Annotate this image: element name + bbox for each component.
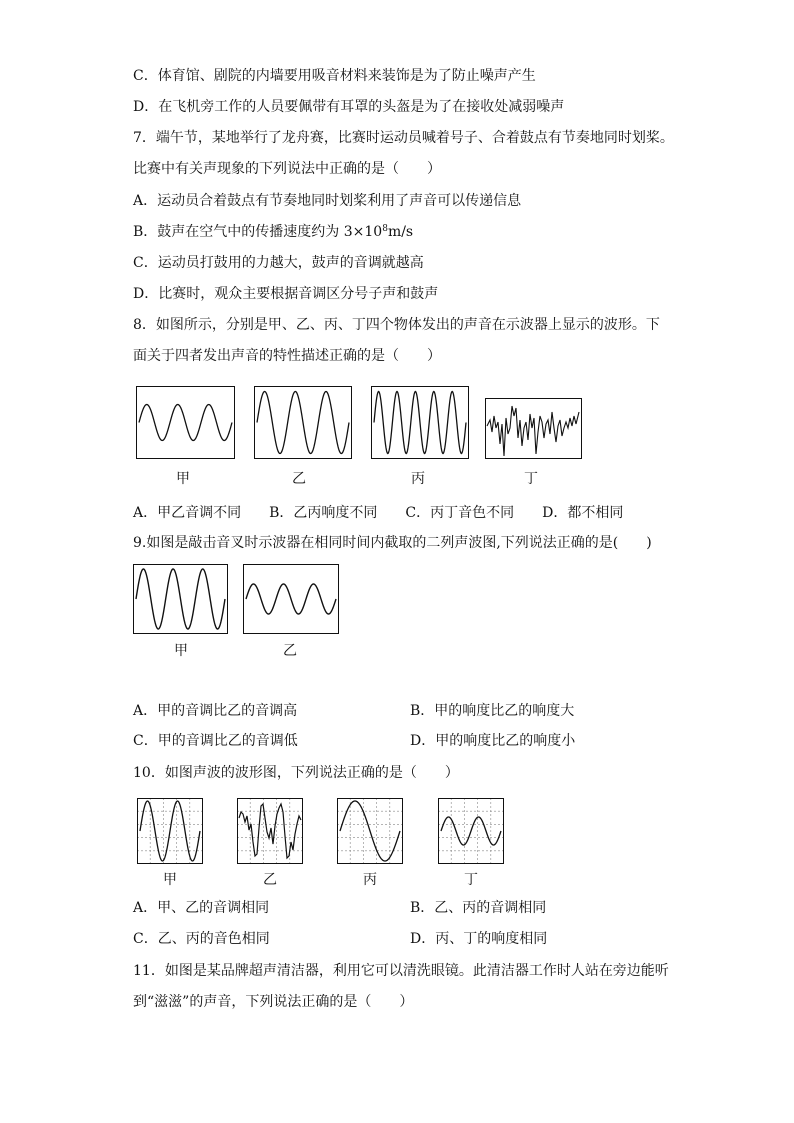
option-c-prev: C．体育馆、剧院的内墙要用吸音材料来装饰是为了防止噪声产生 (133, 68, 536, 84)
q8-label-yi: 乙 (292, 471, 306, 487)
q11-stem-line1: 11．如图是某品牌超声清洁器，利用它可以清洗眼镜。此清洁器工作时人站在旁边能听 (133, 963, 669, 979)
q8-figure-yi (254, 386, 352, 459)
q10-option-b: B．乙、丙的音调相同 (410, 900, 547, 916)
q9-stem: 9.如图是敲击音叉时示波器在相同时间内截取的二列声波图,下列说法正确的是( ) (133, 535, 652, 551)
q8-stem-line1: 8．如图所示，分别是甲、乙、丙、丁四个物体发出的声音在示波器上显示的波形。下 (133, 317, 660, 333)
q8-figure-jia (136, 386, 235, 459)
q7-option-b-exponent: 8 (382, 224, 388, 234)
q7-stem-line1: 7．端午节，某地举行了龙舟赛，比赛时运动员喊着号子、合着鼓点有节奏地同时划桨。 (133, 130, 674, 146)
q9-figure-yi (243, 564, 339, 634)
q8-label-bing: 丙 (411, 471, 425, 487)
q10-stem: 10．如图声波的波形图，下列说法正确的是（ ） (133, 765, 459, 781)
q11-stem-line2: 到“滋滋”的声音，下列说法正确的是（ ） (133, 994, 414, 1010)
q9-label-yi: 乙 (283, 643, 297, 659)
option-d-prev: D．在飞机旁工作的人员要佩带有耳罩的头盔是为了在接收处减弱噪声 (133, 99, 565, 115)
q10-figure-yi (237, 798, 303, 864)
q9-option-a: A．甲的音调比乙的音调高 (133, 703, 298, 719)
q8-label-ding: 丁 (524, 471, 538, 487)
q9-option-b: B．甲的响度比乙的响度大 (410, 703, 575, 719)
q9-option-c: C．甲的音调比乙的音调低 (133, 733, 298, 749)
q10-label-jia: 甲 (163, 872, 177, 888)
q7-option-b (133, 222, 413, 242)
q8-figure-bing (371, 386, 469, 459)
q7-option-a: A．运动员合着鼓点有节奏地同时划桨利用了声音可以传递信息 (133, 193, 522, 209)
q9-option-d: D．甲的响度比乙的响度小 (410, 733, 576, 749)
q8-label-jia: 甲 (176, 471, 190, 487)
q10-figure-jia (137, 798, 203, 864)
q10-figure-ding (438, 798, 504, 864)
q10-option-a: A．甲、乙的音调相同 (133, 900, 270, 916)
q10-label-yi: 乙 (263, 872, 277, 888)
q10-label-ding: 丁 (464, 872, 478, 888)
q10-figure-bing (337, 798, 403, 864)
q10-label-bing: 丙 (363, 872, 377, 888)
q8-options: A．甲乙音调不同 B．乙丙响度不同 C．丙丁音色不同 D．都不相同 (133, 505, 624, 521)
q7-option-b-text: B．鼓声在空气中的传播速度约为 3×10 (133, 224, 383, 240)
q10-option-c: C．乙、丙的音色相同 (133, 931, 270, 947)
q8-figure-ding (485, 398, 582, 459)
q7-option-c: C．运动员打鼓用的力越大，鼓声的音调就越高 (133, 255, 424, 271)
q8-stem-line2: 面关于四者发出声音的特性描述正确的是（ ） (133, 348, 441, 364)
q7-option-d: D．比赛时，观众主要根据音调区分号子声和鼓声 (133, 286, 439, 302)
q9-label-jia: 甲 (174, 643, 188, 659)
q10-option-d: D．丙、丁的响度相同 (410, 931, 548, 947)
q9-figure-jia (133, 564, 228, 634)
q7-option-b-unit: m/s (387, 224, 414, 240)
q7-stem-line2: 比赛中有关声现象的下列说法中正确的是（ ） (133, 161, 441, 177)
